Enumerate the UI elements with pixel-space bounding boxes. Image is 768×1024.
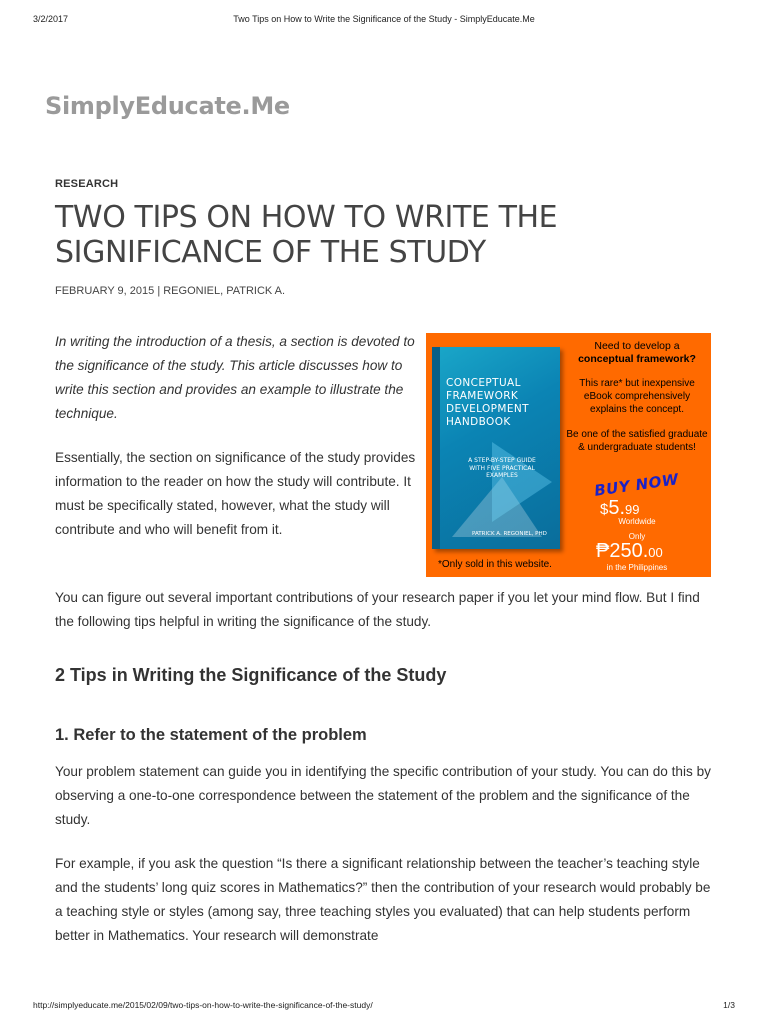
print-date: 3/2/2017: [33, 14, 69, 24]
body-paragraph-1: Essentially, the section on significance of the study provides information to the reader on how the study will contribute. It must be specifically stated, however, what the study will contribute and who will benefit from it.: [55, 450, 416, 537]
site-title-link[interactable]: SimplyEducate.Me: [45, 92, 290, 120]
body-paragraph-4: For example, if you ask the question “Is there a significant relationship between the teacher’s teaching style and the students’ long quiz scores in Mathematics?” then the contribution of your research would probably be a teaching style or styles (among say, three teaching styles you evaluated) that can help students perform better in Mathematics. Your research will demonstrate: [55, 856, 711, 943]
body-paragraph-2: You can figure out several important contributions of your research paper if you let your mind flow. But I find the following tips helpful in writing the significance of the study.: [55, 590, 700, 629]
subsection-heading: 1. Refer to the statement of the problem: [55, 726, 367, 744]
body-paragraph-3: Your problem statement can guide you in identifying the specific contribution of your study. You can do this by observing a one-to-one correspondence between the statement of the problem and the significance of the study.: [55, 764, 711, 827]
philippines-label: in the Philippines: [606, 563, 668, 572]
print-url: http://simplyeducate.me/2015/02/09/two-tips-on-how-to-write-the-significance-of-the-study/: [33, 1000, 373, 1010]
price-php: [596, 540, 663, 563]
buy-now-label: BUY NOW: [593, 470, 680, 500]
ad-line-2: conceptual framework?: [578, 353, 696, 365]
book-cover-title: CONCEPTUAL FRAMEWORK DEVELOPMENT HANDBOOK: [446, 377, 529, 428]
book-decor-shape: [492, 442, 552, 522]
price-php-cents: 00: [648, 545, 663, 560]
post-title: TWO TIPS ON HOW TO WRITE THE SIGNIFICANCE OF THE STUDY: [55, 200, 558, 270]
worldwide-label: Worldwide: [618, 517, 656, 526]
ad-line-3: This rare* but inexpensive eBook comprehensively explains the concept.: [579, 378, 695, 415]
post-meta: FEBRUARY 9, 2015 | REGONIEL, PATRICK A.: [55, 285, 286, 297]
price-usd-main: 5.: [608, 497, 626, 519]
print-page-number: 1/3: [723, 1000, 735, 1010]
book-cover-author: PATRICK A. REGONIEL, PHD: [472, 531, 547, 537]
sold-note: *Only sold in this website.: [438, 559, 552, 570]
intro-paragraph: In writing the introduction of a thesis, a section is devoted to the significance of the study. This article discusses how to write this section and provides an example to illustrate the technique.: [55, 334, 415, 421]
ebook-ad-banner[interactable]: [426, 333, 711, 577]
price-php-main: ₱250.: [596, 540, 649, 562]
category-link[interactable]: RESEARCH: [55, 178, 119, 190]
price-usd-cents: 99: [625, 502, 640, 517]
book-cover-image: [432, 347, 560, 549]
book-spine: [432, 347, 440, 549]
print-page-title: Two Tips on How to Write the Significance of the Study - SimplyEducate.Me: [233, 14, 535, 24]
section-heading: 2 Tips in Writing the Significance of the Study: [55, 665, 447, 685]
only-label: Only: [628, 532, 646, 541]
ad-line-4: Be one of the satisfied graduate & undergraduate students!: [566, 429, 708, 453]
book-cover-subtitle: A STEP-BY-STEP GUIDE WITH FIVE PRACTICAL EXAMPLES: [468, 457, 536, 479]
ad-line-1: Need to develop a: [594, 340, 680, 352]
price-usd-symbol: $: [600, 501, 609, 518]
